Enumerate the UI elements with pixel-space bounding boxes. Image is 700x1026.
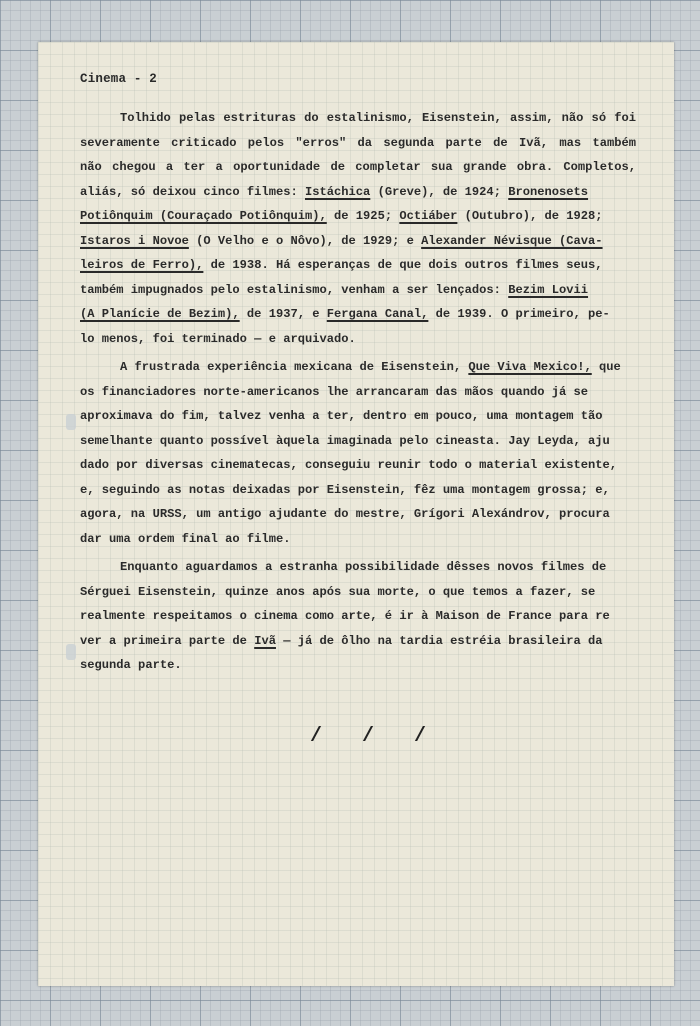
text-span: A frustrada experiência mexicana de Eisenstein, [120,360,469,374]
film-title: Octiáber [399,209,458,223]
film-title: Que Viva Mexico!, [468,360,592,374]
text-span: ver a primeira parte de [80,633,255,648]
text-line: semelhante quanto possível àquela imaginada pelo cineasta. Jay Leyda, aju [80,433,610,448]
text-span: (Outubro), de 1928; [457,209,603,223]
punch-hole [66,414,76,430]
text-span: (Greve), de 1924; [370,184,509,199]
text-span: de 1937, e [239,307,327,321]
film-title: Bronenosets [508,184,589,199]
film-title: Ivã [254,633,276,648]
text-line [80,180,636,205]
text-line: e, seguindo as notas deixadas por Eisenstein, fêz uma montagem grossa; e, [80,482,610,497]
text-line: os financiadores norte-americanos lhe arrancaram das mãos quando já se [80,384,589,399]
film-title: (A Planície de Bezim), [80,307,240,321]
film-title: Potiônquim (Couraçado Potiônquim), [80,209,327,223]
film-title: Alexander Névisque (Cava- [421,233,603,248]
film-title: Fergana Canal, [326,307,429,321]
text-line: severamente criticado pelos "erros" da segunda parte de Ivã, mas também [80,135,636,150]
text-line: aproximava do fim, talvez venha a ter, dentro em pouco, uma montagem tão [80,409,603,423]
text-line: dar uma ordem final ao filme. [80,531,291,546]
film-title: Istáchica [304,184,371,199]
text-line: Enquanto aguardamos a estranha possibilidade dêsses novos filmes de [120,560,607,574]
text-line [80,355,636,380]
text-line [80,278,636,303]
text-line: lo menos, foi terminado — e arquivado. [80,331,356,346]
text-line: não chegou a ter a oportunidade de completar sua grande obra. Completos, [80,160,636,174]
text-span: — já de ôlho na tardia estréia brasileira da [275,633,603,648]
text-span: de 1925; [326,209,400,223]
text-line: Sérguei Eisenstein, quinze anos após sua morte, o que temos a fazer, se [80,584,596,599]
paragraph-1 [80,106,636,351]
text-line: realmente respeitamos o cinema como arte, é ir à Maison de France para re [80,609,610,623]
film-title: Bezim Lovii [508,282,589,297]
punch-hole [66,644,76,660]
text-line [80,629,636,654]
text-span: que [591,360,621,374]
text-line: dado por diversas cinematecas, conseguiu reunir todo o material existente, [80,458,618,472]
text-line: Tolhido pelas estrituras do estalinismo, Eisenstein, assim, não só foi [120,111,636,125]
text-line [80,253,636,278]
text-span: de 1938. Há esperanças de que dois outros filmes seus, [203,258,603,272]
text-span: aliás, só deixou cinco filmes: [80,184,305,199]
film-title: Istaros i Novoe [80,233,189,248]
text-line: agora, na URSS, um antigo ajudante do mestre, Grígori Alexándrov, procura [80,507,610,521]
text-span: (O Velho e o Nôvo), de 1929; e [188,233,422,248]
document-body [80,106,636,678]
document-page [38,42,674,986]
paragraph-3 [80,555,636,678]
text-span: também impugnados pelo estalinismo, venham a ser lençados: [80,282,509,297]
text-line: segunda parte. [80,658,182,672]
end-mark: / / / [310,725,441,748]
text-line [80,302,636,327]
text-line [80,204,636,229]
page-header: Cinema - 2 [80,72,158,86]
paragraph-2 [80,355,636,551]
text-span: de 1939. O primeiro, pe- [428,307,610,321]
text-line [80,229,636,254]
film-title: leiros de Ferro), [80,258,204,272]
